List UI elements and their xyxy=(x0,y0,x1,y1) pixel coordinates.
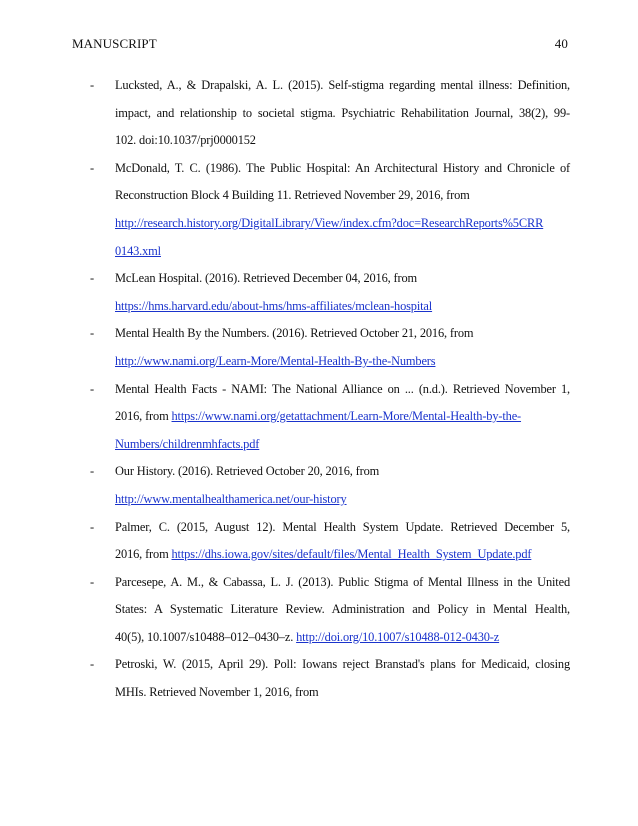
reference-entry xyxy=(90,569,570,652)
page-header xyxy=(72,36,568,56)
list-dash: - xyxy=(90,78,94,92)
reference-entry xyxy=(90,155,570,265)
reference-text-fragment: 2016, from xyxy=(115,547,172,562)
reference-entry xyxy=(90,265,570,320)
reference-link[interactable]: https://www.nami.org/getattachment/Learn-More/Mental-Health-by-the- xyxy=(171,409,522,424)
reference-text-fragment: 2016, from xyxy=(115,409,172,424)
reference-text-line: Parcesepe, A. M., & Cabassa, L. J. (2013). Public Stigma of Mental Illness in the United xyxy=(115,574,570,589)
reference-text-line: MHIs. Retrieved November 1, 2016, from xyxy=(115,685,319,700)
list-dash: - xyxy=(90,657,94,672)
reference-text-line: McDonald, T. C. (1986). The Public Hospital: An Architectural History and Chronicle of xyxy=(115,160,570,175)
reference-text-line: Our History. (2016). Retrieved October 20, 2016, from xyxy=(115,464,380,479)
reference-link-line xyxy=(115,210,570,238)
reference-link-line xyxy=(115,293,570,321)
reference-text-line: Palmer, C. (2015, August 12). Mental Health System Update. Retrieved December 5, xyxy=(115,519,570,534)
reference-text-line: McLean Hospital. (2016). Retrieved December 04, 2016, from xyxy=(115,271,418,286)
reference-link[interactable]: https://dhs.iowa.gov/sites/default/files/Mental_Health_System_Update.pdf xyxy=(171,547,532,562)
reference-mixed-line xyxy=(115,624,570,652)
reference-text-line: Mental Health By the Numbers. (2016). Retrieved October 21, 2016, from xyxy=(115,326,474,341)
reference-link[interactable]: Numbers/childrenmhfacts.pdf xyxy=(115,436,260,451)
reference-link-line xyxy=(115,238,570,266)
list-dash: - xyxy=(90,326,94,341)
page-number: 40 xyxy=(554,36,568,51)
list-dash: - xyxy=(90,271,94,286)
reference-list xyxy=(90,72,570,707)
reference-link[interactable]: 0143.xml xyxy=(115,243,161,258)
reference-link[interactable]: http://research.history.org/DigitalLibrary/View/index.cfm?doc=ResearchReports%5CRR xyxy=(115,215,544,230)
reference-text-line: 102. doi:10.1037/prj0000152 xyxy=(115,133,256,148)
reference-text-line: States: A Systematic Literature Review. Administration and Policy in Mental Health, xyxy=(115,602,570,617)
reference-text-line: Lucksted, A., & Drapalski, A. L. (2015). Self-stigma regarding mental illness: Definition, xyxy=(115,78,570,92)
list-dash: - xyxy=(90,464,94,479)
list-dash: - xyxy=(90,381,94,396)
reference-text-fragment: 40(5), 10.1007/s10488–012–0430–z. xyxy=(115,629,297,644)
reference-link[interactable]: https://hms.harvard.edu/about-hms/hms-affiliates/mclean-hospital xyxy=(115,298,433,313)
reference-link-line xyxy=(115,348,570,376)
reference-text-line: Mental Health Facts - NAMI: The National Alliance on ... (n.d.). Retrieved November 1, xyxy=(115,381,570,396)
list-dash: - xyxy=(90,574,94,589)
reference-link[interactable]: http://doi.org/10.1007/s10488-012-0430-z xyxy=(296,629,500,644)
reference-text-line: Petroski, W. (2015, April 29). Poll: Iowans reject Branstad's plans for Medicaid, closing xyxy=(115,657,570,672)
reference-mixed-line xyxy=(115,541,570,569)
reference-link[interactable]: http://www.mentalhealthamerica.net/our-history xyxy=(115,491,347,506)
reference-link-line xyxy=(115,431,570,459)
reference-text-line: impact, and relationship to societal stigma. Psychiatric Rehabilitation Journal, 38(2), 99- xyxy=(115,105,570,120)
reference-link-line xyxy=(115,486,570,514)
reference-mixed-line xyxy=(115,403,570,431)
reference-entry xyxy=(90,72,570,155)
reference-entry xyxy=(90,514,570,569)
reference-entry xyxy=(90,320,570,375)
reference-text-line: Reconstruction Block 4 Building 11. Retrieved November 29, 2016, from xyxy=(115,188,470,203)
reference-entry xyxy=(90,376,570,459)
list-dash: - xyxy=(90,160,94,175)
running-head: MANUSCRIPT xyxy=(72,36,157,51)
reference-link[interactable]: http://www.nami.org/Learn-More/Mental-Health-By-the-Numbers xyxy=(115,353,436,368)
list-dash: - xyxy=(90,519,94,534)
reference-entry xyxy=(90,651,570,706)
reference-entry xyxy=(90,458,570,513)
